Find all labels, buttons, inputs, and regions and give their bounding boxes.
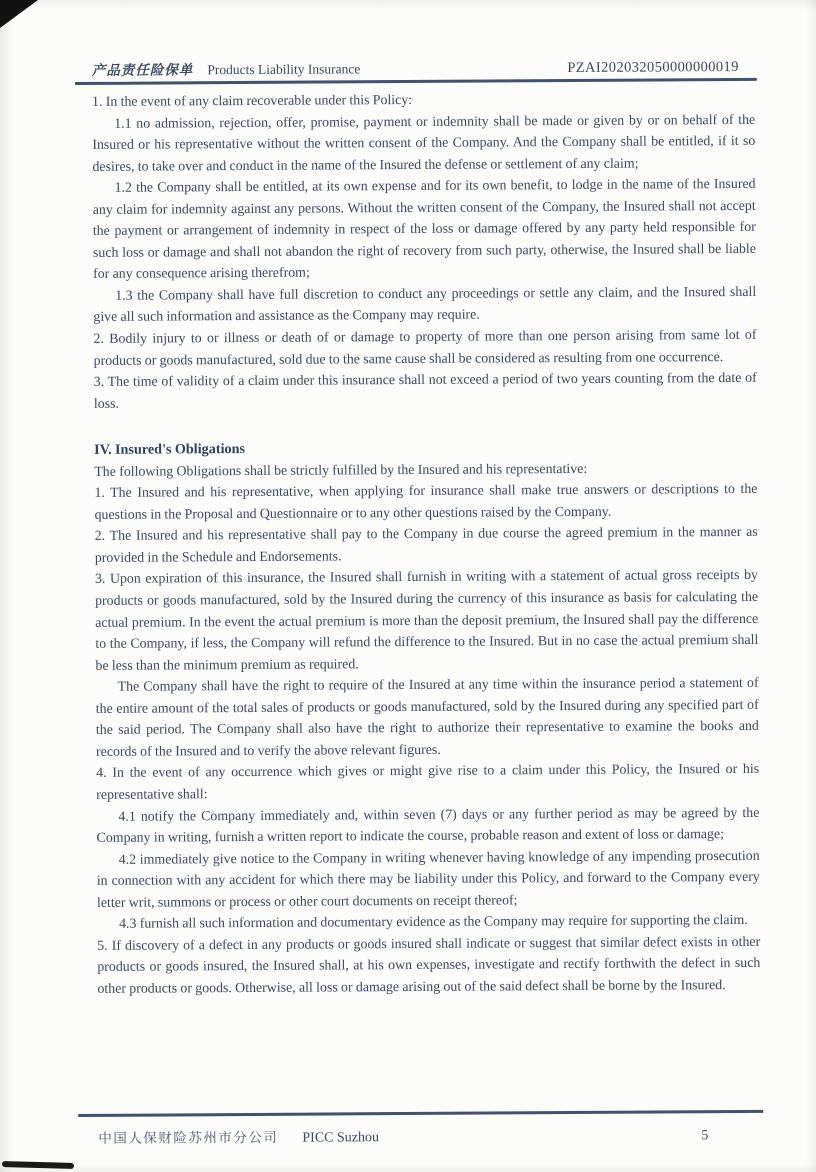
paragraph: 3. Upon expiration of this insurance, the Insured shall furnish in writing with a statement of actual gross receipts by products or goods manufactured, sold by the Insured during the currency of this insurance as basis for calculating the actual premium. In the event the actual premium is more than the deposit premium, the Insured shall pay the difference to the Company, if less, the Company will refund the difference to the Insured. But in no case the actual premium shall be less than the minimum premium as required. [94, 568, 759, 674]
header-title-chinese: 产品责任险保单 [91, 62, 194, 78]
footer-company-chinese: 中国人保财险苏州市分公司 [98, 1129, 279, 1146]
page-header [92, 55, 754, 80]
section-heading: IV. Insured's Obligations [94, 441, 246, 459]
paragraph: 2. Bodily injury to or illness or death of or damage to property of more than one person arising from same lot of products or goods manufactured, sold due to the same cause shall be considered as resulting from one occurrence. [93, 327, 757, 369]
paragraph: 1. The Insured and his representative, when applying for insurance shall make true answers or descriptions to the questions in the Proposal and Questionnaire or to any other questions raised by the Company. [94, 482, 758, 523]
paragraph: 2. The Insured and his representative shall pay to the Company in due course the agreed premium in the manner as provided in the Schedule and Endorsements. [94, 525, 758, 566]
footer-company-english: PICC Suzhou [302, 1130, 380, 1146]
footer-divider [78, 1110, 763, 1117]
paragraph: 3. The time of validity of a claim under this insurance shall not exceed a period of two years counting from the date of loss. [93, 370, 757, 412]
paragraph: 4.3 furnish all such information and documentary evidence as the Company may require for supporting the claim. [119, 913, 748, 933]
page-number: 5 [701, 1128, 709, 1144]
paragraph: 4. In the event of any occurrence which gives or might give rise to a claim under this Policy, the Insured or his representative shall: [96, 762, 760, 803]
paragraph: 4.1 notify the Company immediately and, within seven (7) days or any further period as may be agreed by the Company in writing, furnish a written report to indicate the course, probable reason and extent of loss or damage; [96, 805, 760, 846]
header-title-english: Products Liability Insurance [207, 61, 361, 78]
paragraph: 5. If discovery of a defect in any products or goods insured shall indicate or suggest that similar defect exists in other products or goods insured, the Insured shall, at his own expenses, investigate and rectify forthwith the defect in such other products or goods. Otherwise, all loss or damage arising out of the said defect shall be borne by the Insured. [97, 934, 761, 997]
document-body [92, 88, 761, 1000]
paragraph: 1.3 the Company shall have full discretion to conduct any proceedings or settle any claim, and the Insured shall give all such information and assistance as the Company may require. [93, 284, 757, 326]
page-footer [98, 1123, 760, 1148]
paragraph: 4.2 immediately give notice to the Company in writing whenever having knowledge of any impending prosecution in connection with any accident for which there may be liability under this Policy, and forward to the Company every letter writ, summons or process or other court documents on receipt thereof; [96, 848, 760, 911]
paragraph: 1.2 the Company shall be entitled, at its own expense and for its own benefit, to lodge in the name of the Insured any claim for indemnity against any persons. Without the written consent of the Company, the Insured shall not accept the payment or arrangement of indemnity in respect of the loss or damage offered by any party held responsible for such loss or damage and shall not abandon the right of recovery from such party, otherwise, the Insured shall be liable for any consequence arising therefrom; [92, 177, 756, 283]
paragraph: The following Obligations shall be strictly fulfilled by the Insured and his representative: [94, 461, 588, 480]
paragraph: The Company shall have the right to require of the Insured at any time within the insurance period a statement of the entire amount of the total sales of products or goods manufactured, sold by the Insured during any specified part of the said period. The Company shall also have the right to authorize their representative to examine the books and records of the Insured and to verify the above relevant figures. [95, 676, 759, 760]
paragraph: 1. In the event of any claim recoverable under this Policy: [91, 92, 413, 110]
paragraph: 1.1 no admission, rejection, offer, promise, payment or indemnity shall be made or given by or on behalf of the Insured or his representative without the written consent of the Company. And the Company shall be entitled, if it so desires, to take over and conduct in the name of the Insured the defense or settlement of any claim; [92, 112, 756, 175]
policy-number: PZAI202032050000000019 [567, 58, 739, 77]
